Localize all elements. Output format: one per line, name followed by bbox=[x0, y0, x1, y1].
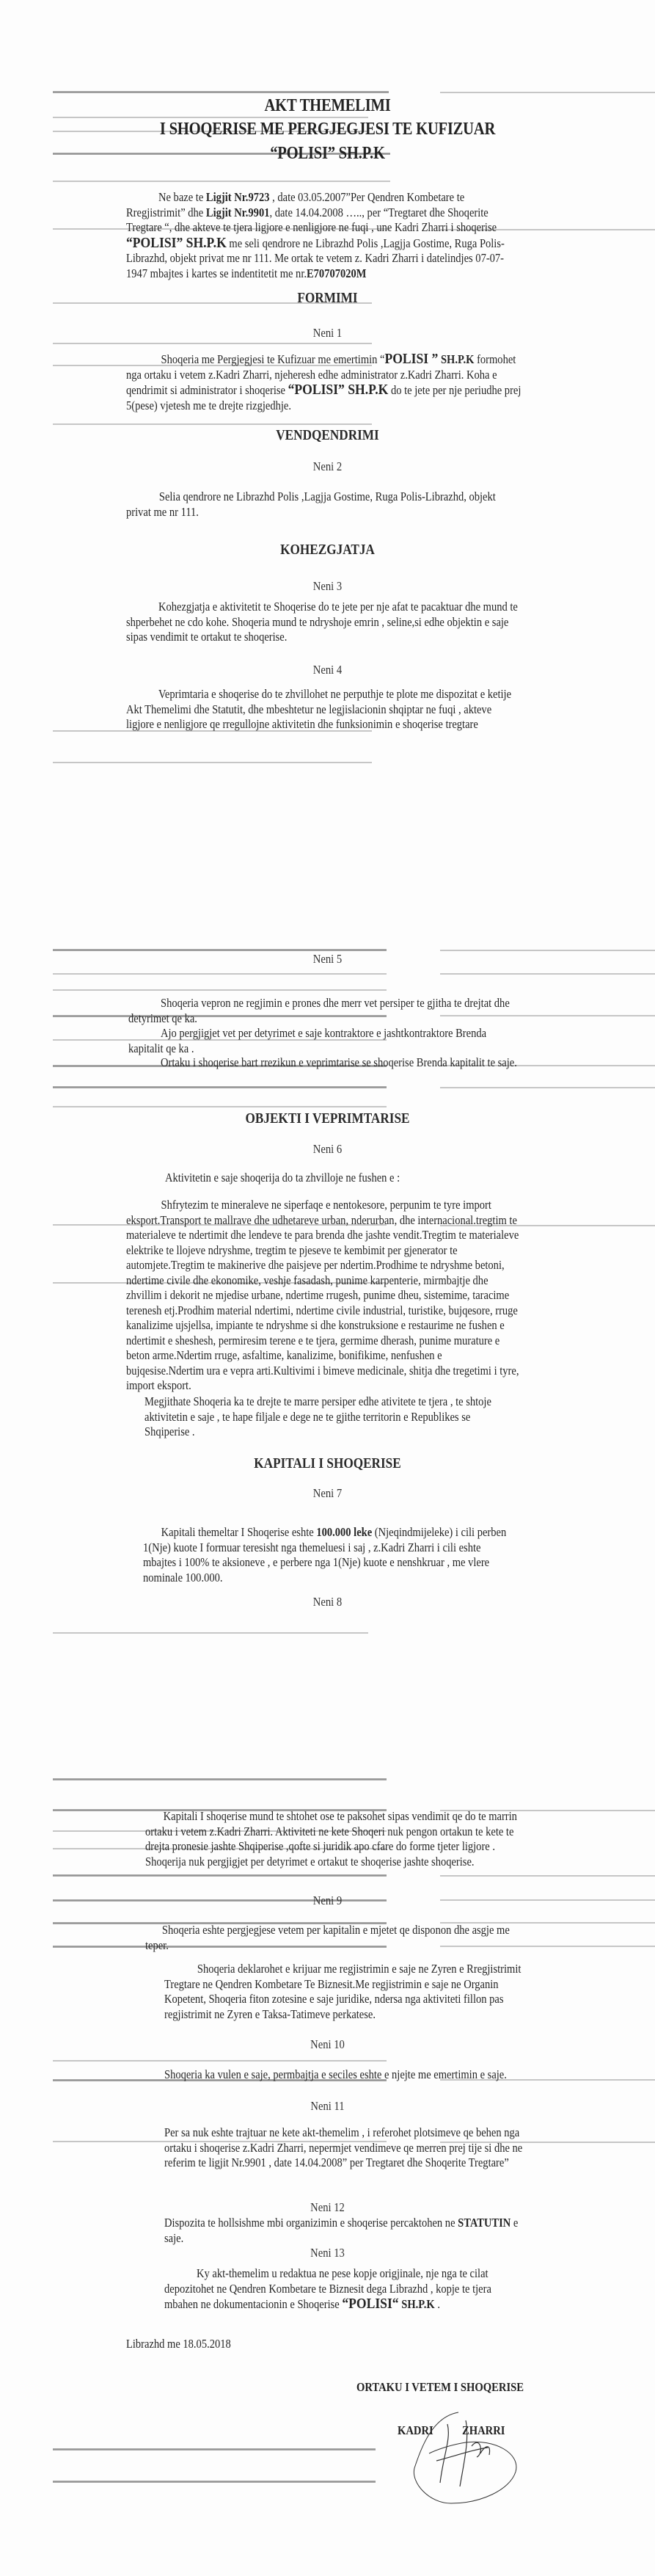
section-heading-vendqendrimi: VENDQENDRIMI bbox=[276, 427, 379, 443]
company-name: “POLISI” SH.P.K bbox=[126, 234, 227, 251]
signature-last-name: ZHARRI bbox=[462, 2423, 505, 2437]
doc-title-line-1: AKT THEMELIMI bbox=[264, 96, 391, 115]
article-13-text: Ky akt-themelim u redaktua ne pese kopje origjinale, nje nga te cilat depozitohet ne Qendren Kombetare te Biznesit dega Librazhd , kopje te tjera mbahen ne dokumentacionin e Shoqerise bbox=[164, 2266, 491, 2311]
company-suffix: SH.P.K bbox=[438, 352, 475, 366]
doc-title-line-2: I SHOQERISE ME PERGJEGJESI TE KUFIZUAR bbox=[159, 120, 496, 139]
article-10-paragraph: Shoqeria ka vulen e saje, permbajtja e seciles eshte e njejte me emertimin e saje. bbox=[164, 2067, 507, 2081]
article-5-paragraph: Ajo pergjigjet vet per detyrimet e saje kontraktore e jashtkontraktore Brenda kapitalit qe ka . bbox=[128, 1026, 487, 1055]
scan-line bbox=[53, 1632, 368, 1634]
doc-title-line-3: “POLISI” SH.P.K bbox=[270, 144, 385, 163]
article-heading-9: Neni 9 bbox=[312, 1893, 343, 1907]
scan-line bbox=[53, 2481, 376, 2483]
article-heading-10: Neni 10 bbox=[310, 2037, 345, 2051]
article-7-text: (Njeqindmijeleke) i cili perben 1(Nje) kuote I formuar teresisht nga themeluesi i saj , z.Kadri Zharri i cili eshte mbajtes i 100% te aksioneve , e perbere nga 1(Nje) kuote e nenshkruar , me vlere nominale 100.000. bbox=[143, 1525, 507, 1584]
article-heading-6: Neni 6 bbox=[312, 1142, 343, 1156]
place-date: Librazhd me 18.05.2018 bbox=[126, 2337, 231, 2351]
article-13-text: . bbox=[434, 2297, 440, 2311]
article-3-paragraph: Kohezgjatja e aktivitetit te Shoqerise do te jete per nje afat te pacaktuar dhe mund te shperbehet ne cdo kohe. Shoqeria mund te ndryshoje emrin , seline,si edhe objektin e saje sipas vendimit te ortakut te shoqerise. bbox=[126, 600, 518, 644]
scan-line bbox=[440, 973, 655, 975]
article-11-paragraph: Per sa nuk eshte trajtuar ne kete akt-themelim , i referohet plotsimeve qe behen nga ortaku i shoqerise z.Kadri Zharri, nepermjet vendimeve qe merren prej tije si dhe ne referim te ligjit Nr.9901 , date 14.04.2008” per Tregtaret dhe Shoqerite Tregtare” bbox=[164, 2125, 523, 2169]
scan-line bbox=[53, 973, 387, 975]
article-heading-13: Neni 13 bbox=[310, 2246, 345, 2260]
article-13-paragraph bbox=[164, 2266, 500, 2313]
scan-line bbox=[53, 1106, 387, 1107]
intro-paragraph bbox=[126, 190, 519, 281]
scan-line bbox=[53, 1874, 387, 1877]
article-heading-4: Neni 4 bbox=[312, 663, 343, 677]
scan-line bbox=[53, 181, 390, 182]
article-9-paragraph: Shoqeria deklarohet e krijuar me regjistrimin e saje ne Zyren e Rregjistrimit Tregtare ne Qendren Kombetare Te Biznesit.Me regjistrimin e saje ne Organin Kopetent, Shoqeria fiton zotesine e saje juridike, ndersa nga aktiviteti fillon pas regjistrimit ne Zyren e Taksa-Tatimeve perkatese. bbox=[164, 1962, 522, 2021]
article-7-text: Kapitali themeltar I Shoqerise eshte bbox=[161, 1525, 317, 1539]
section-heading-kapitali: KAPITALI I SHOQERISE bbox=[254, 1455, 401, 1471]
article-heading-12: Neni 12 bbox=[310, 2200, 345, 2214]
article-1-text: do te jete per nje periudhe prej 5(pese) vjetesh me te drejte rizgjedhje. bbox=[126, 383, 522, 412]
company-name: POLISI ” bbox=[384, 351, 439, 367]
article-8-paragraph: Kapitali I shoqerise mund te shtohet ose te paksohet sipas vendimit qe do te marrin ortaku i vetem z.Kadri Zharri. Aktiviteti ne kete Shoqeri nuk pengon ortakun te kete te drejta pronesie jashte Shqiperise ,qofte si juridik apo cfare do forme tjeter ligjore . Shoqerija nuk pergjigjet per detyrimet e ortakut te shoqerise jashte shoqerise. bbox=[145, 1809, 517, 1869]
scan-line bbox=[53, 2060, 387, 2062]
scan-line bbox=[53, 343, 372, 344]
capital-amount: 100.000 leke bbox=[316, 1525, 373, 1539]
scan-line bbox=[53, 117, 368, 118]
article-heading-5: Neni 5 bbox=[312, 952, 343, 966]
statute-ref: STATUTIN bbox=[458, 2216, 511, 2230]
article-6-lead: Aktivitetin e saje shoqerija do ta zhvilloje ne fushen e : bbox=[165, 1171, 400, 1185]
scan-line bbox=[53, 989, 387, 991]
id-number: E70707020M bbox=[306, 266, 367, 280]
article-1-paragraph bbox=[126, 352, 522, 413]
article-5-paragraph: Ortaku i shoqerise bart rrezikun e veprimtarise se shoqerise Brenda kapitalit te saje. bbox=[161, 1055, 517, 1069]
scan-line bbox=[440, 1875, 655, 1877]
scan-line bbox=[53, 2448, 376, 2451]
article-6-activities: Shfrytezim te mineraleve ne siperfaqe e nentokesore, perpunim te tyre import eksport.Transport te mallrave dhe udhetareve urban, nderurban, dhe internacional.tregtim te materialeve te ndertimit dhe lendeve te para brenda dhe jashte vendit.Tregtim te materialeve elektrike te llojeve ndryshme, tregtim te pjeseve te kembimit per gjenerator te automjete.Tregtim te makinerive dhe paisjeve per ndertim.Prodhime te ndryshme betoni, ndertime civile dhe ekonomike, veshje fasadash, punime karpenterie, mirmbajtje dhe zhvillim i dekorit ne mjedise urbane, ndertime rrugesh, punime dheu, sistemime, taracime terenesh etj.Prodhim material ndertimi, ndertime civile industrial, turistike, bujqesore, rruge kanalizime ujsjellsa, impiante te ndryshme si dhe konstruksione e restaurime ne fushen e ndertimit e sheshesh, permiresim terene e te tjera, germime dherash, punime murature e beton arme.Ndertim rruge, asfaltime, kanalizime, bonifikime, nenfushen e bujqesise.Ndertim ura e vepra arti.Kultivimi i bimeve medicinale, shitja dhe tregetimi i tyre, import eksport. bbox=[126, 1198, 519, 1392]
law-ref: Ligjit Nr.9901 bbox=[205, 205, 270, 219]
handwritten-signature bbox=[407, 2409, 524, 2508]
article-1-text: Shoqeria me Pergjegjesi te Kufizuar me emertimin “ bbox=[161, 352, 385, 366]
article-2-paragraph: Selia qendrore ne Librazhd Polis ,Lagjja Gostime, Ruga Polis-Librazhd, objekt privat me nr 111. bbox=[126, 490, 496, 519]
company-name: “POLISI“ bbox=[342, 2296, 399, 2312]
law-ref: Ligjit Nr.9723 bbox=[205, 190, 270, 204]
scan-line bbox=[53, 1778, 387, 1780]
scan-line bbox=[440, 950, 655, 951]
article-7-paragraph bbox=[143, 1525, 514, 1585]
article-9-paragraph: Shoqeria eshte pergjegjese vetem per kapitalin e mjetet qe disponon dhe asgje me teper. bbox=[145, 1923, 510, 1952]
scan-line bbox=[53, 1086, 387, 1088]
intro-text: , date 03.05.2007”Per Qendren Kombetare te Rregjistrimit” dhe bbox=[126, 190, 465, 219]
article-12-text: Dispozita te hollsishme mbi organizimin e shoqerise percaktohen ne bbox=[164, 2216, 458, 2230]
company-suffix: SH.P.K bbox=[398, 2297, 435, 2311]
article-heading-2: Neni 2 bbox=[312, 459, 343, 473]
scan-line bbox=[53, 762, 372, 763]
intro-text: , date 14.04.2008 ….., per “Tregtaret dhe Shoqerite Tregtare “, dhe akteve te tjera ligjore e nenligjore ne fuqi , une Kadri Zharri i shoqerise bbox=[126, 205, 497, 234]
article-heading-11: Neni 11 bbox=[310, 2099, 345, 2113]
intro-text: Ne baze te bbox=[158, 190, 206, 204]
article-heading-3: Neni 3 bbox=[312, 579, 343, 593]
article-heading-7: Neni 7 bbox=[312, 1486, 343, 1500]
signature-first-name: KADRI bbox=[398, 2423, 433, 2437]
scan-line bbox=[440, 1087, 655, 1088]
article-heading-1: Neni 1 bbox=[312, 326, 343, 340]
article-heading-8: Neni 8 bbox=[312, 1595, 343, 1609]
scan-line bbox=[53, 949, 387, 951]
section-heading-kohezgjatja: KOHEZGJATJA bbox=[280, 542, 375, 558]
scan-line bbox=[53, 91, 389, 93]
section-heading-formimi: FORMIMI bbox=[297, 290, 358, 306]
section-heading-objekti: OBJEKTI I VEPRIMTARISE bbox=[245, 1110, 410, 1127]
article-12-paragraph bbox=[164, 2216, 522, 2246]
signature-role: ORTAKU I VETEM I SHOQERISE bbox=[356, 2380, 524, 2394]
article-6-extra: Megjithate Shoqeria ka te drejte te marre persiper edhe ativitete te tjera , te shtoje aktivitetin e saje , te hape filjale e dege ne te gjithe territorin e Republikes se Shqiperise . bbox=[144, 1394, 491, 1438]
article-12-text: e saje. bbox=[164, 2216, 519, 2245]
scan-line bbox=[53, 423, 372, 425]
article-4-paragraph: Veprimtaria e shoqerise do te zhvillohet ne perputhje te plote me dispozitat e ketije Akt Themelimi dhe Statutit, dhe mbeshtetur ne legjislacionin shqiptar ne fuqi , akteve ligjore e nenligjore qe rregullojne aktivitetin dhe funksionimin e shoqerise tregtare bbox=[126, 687, 512, 731]
article-1-text: formohet nga ortaku i vetem z.Kadri Zharri, njeheresh edhe administrator z.Kadri Zharri. Koha e qendrimit si administrator i shoqerise bbox=[126, 352, 516, 397]
scan-line bbox=[440, 92, 655, 93]
company-name: “POLISI” SH.P.K bbox=[288, 382, 389, 398]
article-5-paragraph: Shoqeria vepron ne regjimin e prones dhe merr vet persiper te gjitha te drejtat dhe detyrimet qe ka. bbox=[128, 996, 510, 1025]
intro-text: me seli qendrore ne Librazhd Polis ,Lagjja Gostime, Ruga Polis-Librazhd, objekt privat me nr 111. Me ortak te vetem z. Kadri Zharri i datelindjes 07-07-1947 mbajtes i kartes se indentitetit me nr. bbox=[126, 236, 505, 280]
